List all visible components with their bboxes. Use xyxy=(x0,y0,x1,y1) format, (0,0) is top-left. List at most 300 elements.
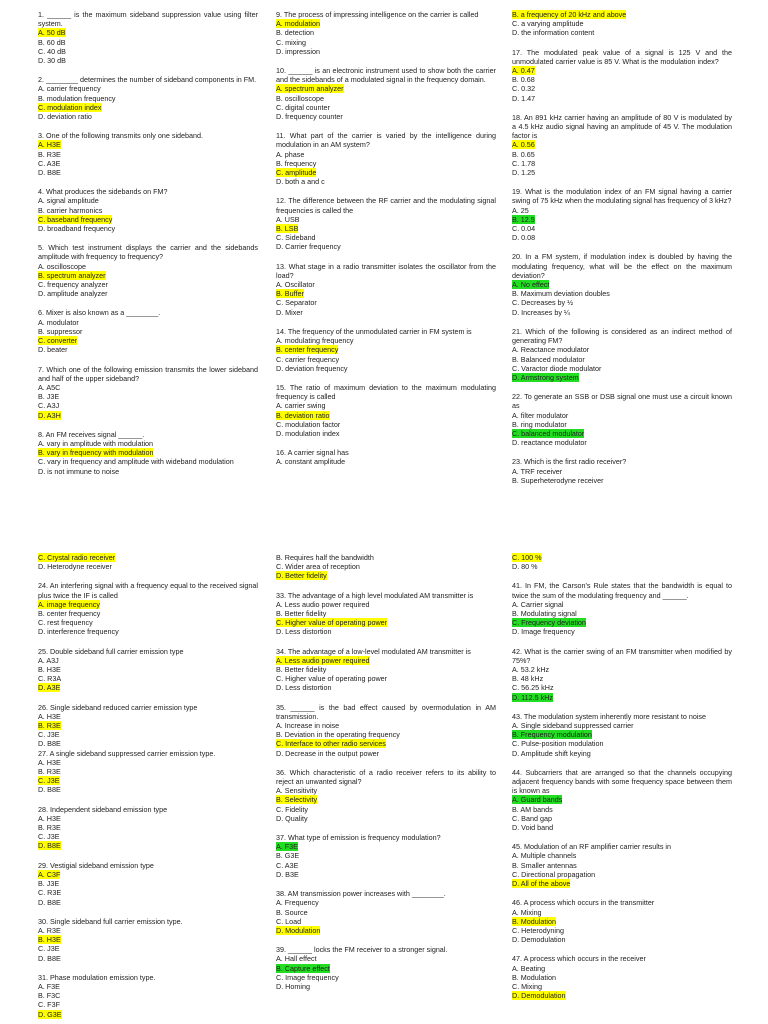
question-block xyxy=(38,917,258,963)
option-text: D. Decrease in the output power xyxy=(276,748,380,758)
question-number: 18. xyxy=(512,112,525,122)
question-text xyxy=(276,66,496,84)
question-number: 15. xyxy=(276,382,290,392)
answer-option xyxy=(512,861,732,870)
option-text: A. Multiple channels xyxy=(512,851,577,861)
option-text: D. Homing xyxy=(276,981,310,991)
option-text: C. J3E xyxy=(38,730,60,740)
answer-option xyxy=(512,627,732,636)
option-text: A. Reactance modulator xyxy=(512,345,590,355)
option-text: C. 1.78 xyxy=(512,158,536,168)
question-number: 36. xyxy=(276,767,290,777)
answer-option xyxy=(38,870,258,879)
answer-option xyxy=(512,19,732,28)
option-text: A. Oscillator xyxy=(276,280,315,290)
answer-option xyxy=(276,215,496,224)
question-block xyxy=(38,131,258,177)
answer-option xyxy=(512,851,732,860)
option-text: D. amplitude analyzer xyxy=(38,289,108,299)
answer-option xyxy=(512,308,732,317)
answer-option xyxy=(276,47,496,56)
question-block xyxy=(276,327,496,373)
option-text: D. B3E xyxy=(276,869,299,879)
question-number: 46. xyxy=(512,898,524,908)
highlighted-answer: D. Modulation xyxy=(276,925,321,935)
question-text xyxy=(276,10,496,19)
answer-option xyxy=(276,683,496,692)
option-text: A. modulator xyxy=(38,317,79,327)
option-text: C. Wider area of reception xyxy=(276,562,360,572)
answer-option xyxy=(38,383,258,392)
option-text: D. deviation frequency xyxy=(276,363,348,373)
option-text: A. Frequency xyxy=(276,898,319,908)
answer-option xyxy=(38,823,258,832)
answer-option xyxy=(276,786,496,795)
question-number: 3. xyxy=(38,131,46,141)
question-prompt: Which one of the following emission transmits the lower sideband and half of the upper sideband? xyxy=(38,364,258,383)
highlighted-answer: A. 50 dB xyxy=(38,28,66,38)
option-text: A. R3E xyxy=(38,925,61,935)
answer-option xyxy=(512,693,732,702)
answer-option xyxy=(38,674,258,683)
answer-option xyxy=(276,38,496,47)
question-number: 10. xyxy=(276,66,289,76)
answer-option xyxy=(38,439,258,448)
answer-option xyxy=(512,795,732,804)
answer-option xyxy=(38,280,258,289)
option-text: A. oscilloscope xyxy=(38,261,86,271)
highlighted-answer: C. amplitude xyxy=(276,168,317,178)
question-number: 2. xyxy=(38,75,46,85)
question-text xyxy=(276,383,496,401)
question-block xyxy=(38,805,258,851)
answer-option xyxy=(276,926,496,935)
option-text: C. mixing xyxy=(276,37,306,47)
question-number: 45. xyxy=(512,842,524,852)
option-text: D. deviation ratio xyxy=(38,112,92,122)
option-text: D. 30 dB xyxy=(38,56,66,66)
option-text: C. 56.25 kHz xyxy=(512,683,554,693)
option-text: C. carrier frequency xyxy=(276,354,340,364)
answer-option xyxy=(276,28,496,37)
answer-option xyxy=(38,609,258,618)
option-text: C. A3E xyxy=(276,860,299,870)
answer-option xyxy=(276,420,496,429)
question-text xyxy=(38,243,258,261)
option-text: A. Sensitivity xyxy=(276,786,318,796)
option-text: B. oscilloscope xyxy=(276,93,324,103)
answer-option xyxy=(38,1000,258,1009)
question-prompt: What type of emission is frequency modulation? xyxy=(288,833,441,843)
option-text: D. B8E xyxy=(38,897,61,907)
question-text xyxy=(38,75,258,84)
option-text: D. frequency counter xyxy=(276,112,343,122)
question-prompt: The difference between the RF carrier and the modulating signal frequencies is called the xyxy=(276,196,496,215)
option-text: A. 53.2 kHz xyxy=(512,665,550,675)
option-text: C. J3E xyxy=(38,944,60,954)
option-text: A. carrier swing xyxy=(276,401,326,411)
question-prompt: In a FM system, if modulation index is doubled by having the modulating frequency, what will be the effect on the maximum deviation? xyxy=(512,252,732,280)
question-block xyxy=(512,187,732,242)
answer-option xyxy=(38,814,258,823)
answer-option xyxy=(512,150,732,159)
question-block xyxy=(512,647,732,702)
answer-option xyxy=(276,562,496,571)
option-text: A. Increase in noise xyxy=(276,721,340,731)
answer-option xyxy=(512,823,732,832)
answer-option xyxy=(38,712,258,721)
question-prompt: The ratio of maximum deviation to the maximum modulating frequency is called xyxy=(276,382,496,402)
question-prompt: What is the carrier swing of an FM transmitter when modified by 75%? xyxy=(512,646,732,665)
answer-option xyxy=(276,94,496,103)
question-block xyxy=(276,196,496,251)
question-text xyxy=(276,833,496,842)
answer-option xyxy=(38,954,258,963)
question-number: 38. xyxy=(276,889,288,899)
highlighted-answer: C. converter xyxy=(38,336,78,346)
question-prompt: AM transmission power increases with ________. xyxy=(287,889,446,899)
question-block xyxy=(38,861,258,907)
question-number: 26. xyxy=(38,702,50,712)
question-block xyxy=(512,954,732,1000)
highlighted-answer: B. center frequency xyxy=(276,345,339,355)
question-prompt: The advantage of a high level modulated AM transmitter is xyxy=(287,590,474,600)
question-block xyxy=(38,553,258,571)
highlighted-answer: C. balanced modulator xyxy=(512,428,585,438)
option-text: B. modulation frequency xyxy=(38,93,116,103)
question-number: 39. xyxy=(276,945,288,955)
option-text: C. 40 dB xyxy=(38,46,66,56)
question-text xyxy=(276,448,496,457)
answer-option xyxy=(276,674,496,683)
question-text xyxy=(512,252,732,280)
question-number: 20. xyxy=(512,252,526,262)
answer-option xyxy=(38,832,258,841)
highlighted-answer: B. 12.5 xyxy=(512,214,535,224)
question-block xyxy=(512,392,732,447)
question-block xyxy=(276,703,496,758)
question-block xyxy=(38,749,258,795)
highlighted-answer: D. All of the above xyxy=(512,879,571,889)
answer-option xyxy=(276,553,496,562)
question-block xyxy=(512,553,732,571)
answer-option xyxy=(512,233,732,242)
answer-option xyxy=(38,38,258,47)
question-prompt: A single sideband suppressed carrier emission type. xyxy=(49,748,216,758)
answer-option xyxy=(276,19,496,28)
answer-option xyxy=(276,103,496,112)
question-text xyxy=(38,805,258,814)
option-text: D. beater xyxy=(38,345,68,355)
page-top-section xyxy=(0,10,768,530)
option-text: B. 60 dB xyxy=(38,37,66,47)
answer-option xyxy=(512,438,732,447)
answer-option xyxy=(512,140,732,149)
highlighted-answer: A. H3E xyxy=(38,140,61,150)
answer-option xyxy=(38,224,258,233)
answer-option xyxy=(512,289,732,298)
answer-option xyxy=(38,562,258,571)
answer-option xyxy=(38,656,258,665)
question-text xyxy=(276,196,496,214)
question-number: 6. xyxy=(38,308,46,318)
option-text: D. Quality xyxy=(276,813,308,823)
highlighted-answer: A. Guard bands xyxy=(512,795,563,805)
answer-option xyxy=(38,888,258,897)
question-block xyxy=(276,647,496,693)
question-prompt: Modulation of an RF amplifier carrier results in xyxy=(524,842,671,852)
answer-option xyxy=(38,112,258,121)
option-text: D. impression xyxy=(276,46,320,56)
answer-option xyxy=(38,767,258,776)
question-block xyxy=(276,131,496,186)
question-block xyxy=(38,308,258,354)
question-prompt: What part of the carrier is varied by the intelligence during modulation in an AM system? xyxy=(276,131,496,150)
column-middle xyxy=(276,10,496,477)
answer-option xyxy=(512,298,732,307)
answer-option xyxy=(38,289,258,298)
answer-option xyxy=(512,870,732,879)
question-prompt: ______ locks the FM receiver to a stronger signal. xyxy=(288,945,448,955)
answer-option xyxy=(38,841,258,850)
question-number: 35. xyxy=(276,702,291,712)
question-number: 24. xyxy=(38,581,50,591)
highlighted-answer: C. Higher value of operating power xyxy=(276,618,388,628)
answer-option xyxy=(512,280,732,289)
question-text xyxy=(276,768,496,786)
answer-option xyxy=(276,168,496,177)
question-text xyxy=(38,749,258,758)
question-text xyxy=(38,973,258,982)
highlighted-answer: D. G3E xyxy=(38,1009,62,1019)
option-text: D. modulation index xyxy=(276,428,340,438)
option-text: A. TRF receiver xyxy=(512,466,563,476)
question-text xyxy=(38,187,258,196)
question-text xyxy=(276,327,496,336)
answer-option xyxy=(38,206,258,215)
option-text: B. Better fidelity xyxy=(276,665,327,675)
answer-option xyxy=(276,150,496,159)
highlighted-answer: C. J3E xyxy=(38,776,60,786)
answer-option xyxy=(276,721,496,730)
option-text: D. Increases by ¼ xyxy=(512,307,570,317)
option-text: C. Sideband xyxy=(276,233,316,243)
question-block xyxy=(512,10,732,38)
question-prompt: Independent sideband emission type xyxy=(50,804,168,814)
question-prompt: Mixer is also known as a ________. xyxy=(46,308,161,318)
question-block xyxy=(276,10,496,56)
question-text xyxy=(276,703,496,721)
highlighted-answer: B. Modulation xyxy=(512,916,556,926)
answer-option xyxy=(512,75,732,84)
answer-option xyxy=(38,140,258,149)
question-block xyxy=(276,448,496,466)
highlighted-answer: D. A3H xyxy=(38,410,61,420)
answer-option xyxy=(38,665,258,674)
option-text: A. Hall effect xyxy=(276,954,317,964)
column-left xyxy=(38,553,258,1024)
question-text xyxy=(38,861,258,870)
answer-option xyxy=(512,600,732,609)
option-text: D. Less distortion xyxy=(276,627,332,637)
highlighted-answer: B. Frequency modulation xyxy=(512,730,592,740)
answer-option xyxy=(38,776,258,785)
question-prompt: An 891 kHz carrier having an amplitude of 80 V is modulated by a 4.5 kHz audio signal having an amplitude of 45 V. The modulation factor is xyxy=(512,112,732,141)
answer-option xyxy=(512,814,732,823)
answer-option xyxy=(276,401,496,410)
answer-option xyxy=(276,973,496,982)
option-text: D. 80 % xyxy=(512,562,538,572)
question-prompt: A process which occurs in the receiver xyxy=(523,954,646,964)
answer-option xyxy=(38,84,258,93)
question-text xyxy=(38,703,258,712)
question-number: 13. xyxy=(276,261,289,271)
option-text: C. J3E xyxy=(38,832,60,842)
question-block xyxy=(276,889,496,935)
option-text: B. G3E xyxy=(276,851,300,861)
answer-option xyxy=(38,411,258,420)
answer-option xyxy=(276,618,496,627)
highlighted-answer: A. C3F xyxy=(38,869,61,879)
question-prompt: The advantage of a low-level modulated AM transmitter is xyxy=(287,646,471,656)
highlighted-answer: C. modulation index xyxy=(38,102,102,112)
answer-option xyxy=(512,168,732,177)
highlighted-answer: D. Demodulation xyxy=(512,991,566,1001)
option-text: C. Heterodyning xyxy=(512,925,564,935)
question-block xyxy=(38,243,258,298)
question-block xyxy=(512,581,732,636)
answer-option xyxy=(38,618,258,627)
question-number: 19. xyxy=(512,187,526,197)
answer-option xyxy=(276,842,496,851)
answer-option xyxy=(38,28,258,37)
answer-option xyxy=(38,448,258,457)
answer-option xyxy=(38,730,258,739)
option-text: D. reactance modulator xyxy=(512,438,587,448)
question-text xyxy=(512,327,732,345)
answer-option xyxy=(276,982,496,991)
question-block xyxy=(38,581,258,636)
answer-option xyxy=(38,150,258,159)
question-block xyxy=(276,768,496,823)
answer-option xyxy=(276,805,496,814)
answer-option xyxy=(276,411,496,420)
question-text xyxy=(38,365,258,383)
answer-option xyxy=(512,429,732,438)
answer-option xyxy=(276,242,496,251)
question-number: 11. xyxy=(276,131,290,141)
question-block xyxy=(38,10,258,65)
option-text: A. Carrier signal xyxy=(512,599,564,609)
option-text: B. F3C xyxy=(38,991,61,1001)
answer-option xyxy=(276,429,496,438)
answer-option xyxy=(512,618,732,627)
answer-option xyxy=(512,683,732,692)
answer-option xyxy=(38,47,258,56)
answer-option xyxy=(512,224,732,233)
option-text: A. Beating xyxy=(512,963,546,973)
question-block xyxy=(38,973,258,1019)
answer-option xyxy=(512,10,732,19)
highlighted-answer: A. image frequency xyxy=(38,599,100,609)
option-text: D. B8E xyxy=(38,785,61,795)
option-text: C. Band gap xyxy=(512,813,552,823)
answer-option xyxy=(512,562,732,571)
question-prompt: An FM receives signal ______. xyxy=(45,429,145,439)
question-prompt: ______ is the maximum sideband suppression value using filter system. xyxy=(38,10,258,29)
answer-option xyxy=(276,308,496,317)
question-prompt: What is the modulation index of an FM signal having a carrier swing of 75 kHz when the modulating signal has frequency of 3 kHz? xyxy=(512,187,732,206)
option-text: D. B8E xyxy=(38,739,61,749)
question-prompt: To generate an SSB or DSB signal one must use a circuit known as xyxy=(512,392,733,411)
question-number: 12. xyxy=(276,196,289,206)
option-text: B. center frequency xyxy=(38,609,101,619)
highlighted-answer: A. No effect xyxy=(512,280,550,290)
question-prompt: Single sideband full carrier emission type. xyxy=(50,916,183,926)
highlighted-answer: A. 0.56 xyxy=(512,140,535,150)
option-text: B. Modulating signal xyxy=(512,609,577,619)
option-text: B. H3E xyxy=(38,665,61,675)
question-prompt: The modulation system inherently more resistant to noise xyxy=(523,711,707,721)
question-number: 23. xyxy=(512,457,524,467)
answer-option xyxy=(276,177,496,186)
question-number: 8. xyxy=(38,429,46,439)
question-text xyxy=(38,131,258,140)
option-text: D. Heterodyne receiver xyxy=(38,562,112,572)
option-text: C. 0.32 xyxy=(512,84,536,94)
question-text xyxy=(38,430,258,439)
column-middle xyxy=(276,553,496,1001)
highlighted-answer: C. Frequency deviation xyxy=(512,618,586,628)
page-bottom-section xyxy=(0,553,768,1024)
question-block xyxy=(38,75,258,121)
question-text xyxy=(512,712,732,721)
option-text: C. F3F xyxy=(38,1000,60,1010)
answer-option xyxy=(512,991,732,1000)
highlighted-answer: B. Selectivity xyxy=(276,795,318,805)
answer-option xyxy=(38,392,258,401)
option-text: B. Modulation xyxy=(512,972,556,982)
highlighted-answer: C. Crystal radio receiver xyxy=(38,553,116,562)
option-text: C. Separator xyxy=(276,298,317,308)
answer-option xyxy=(38,982,258,991)
answer-option xyxy=(276,457,496,466)
highlighted-answer: A. spectrum analyzer xyxy=(276,84,344,94)
answer-option xyxy=(38,401,258,410)
question-block xyxy=(512,252,732,316)
option-text: D. the information content xyxy=(512,28,595,38)
option-text: C. R3E xyxy=(38,888,62,898)
highlighted-answer: C. Interface to other radio services xyxy=(276,739,386,749)
question-text xyxy=(276,945,496,954)
answer-option xyxy=(512,411,732,420)
answer-option xyxy=(512,935,732,944)
answer-option xyxy=(512,476,732,485)
answer-option xyxy=(276,298,496,307)
column-right xyxy=(512,553,732,1010)
option-text: C. Pulse-position modulation xyxy=(512,739,604,749)
highlighted-answer: B. vary in frequency with modulation xyxy=(38,448,154,458)
option-text: C. frequency analyzer xyxy=(38,280,108,290)
option-text: A. A5C xyxy=(38,382,61,392)
option-text: B. R3E xyxy=(38,823,61,833)
answer-option xyxy=(38,898,258,907)
option-text: D. Demodulation xyxy=(512,935,566,945)
question-text xyxy=(276,647,496,656)
answer-option xyxy=(38,739,258,748)
answer-option xyxy=(512,674,732,683)
question-number: 22. xyxy=(512,392,525,402)
